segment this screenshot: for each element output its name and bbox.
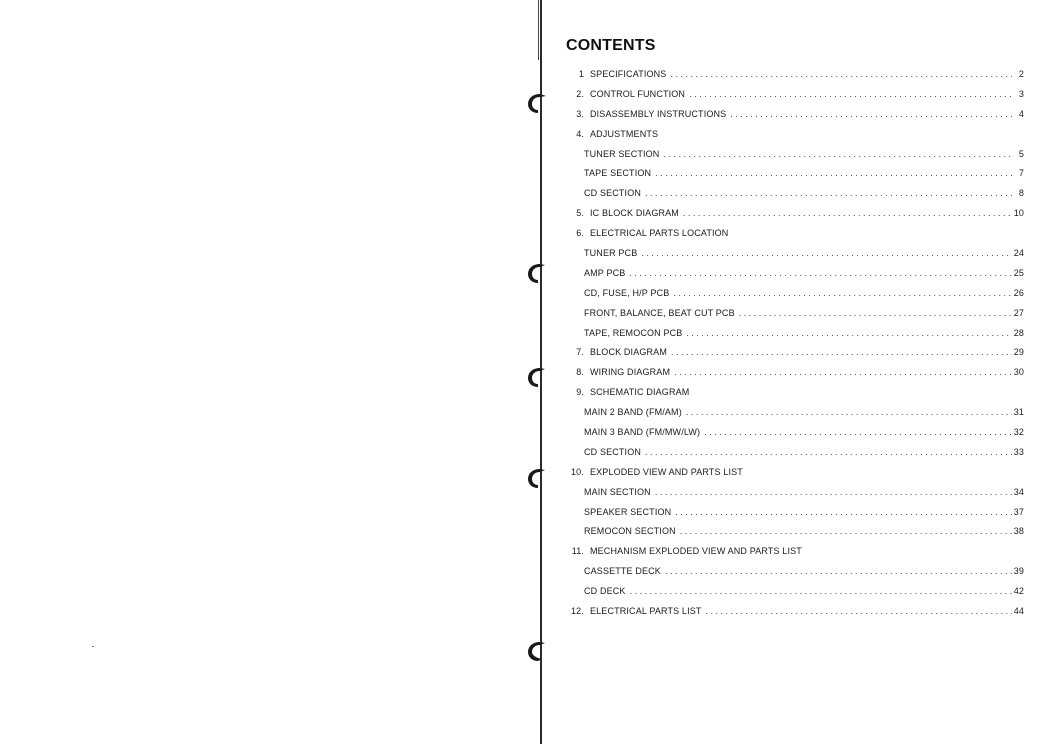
toc-entry-number: 8. — [576, 367, 584, 378]
toc-dot-leader — [683, 208, 1012, 218]
toc-entry — [560, 163, 1024, 183]
toc-entry-number: 11. — [571, 546, 584, 557]
toc-dot-leader — [686, 328, 1011, 338]
toc-entry-label: FRONT, BALANCE, BEAT CUT PCB — [584, 307, 735, 318]
toc-entry-label: CONTROL FUNCTION — [590, 88, 686, 99]
toc-entry — [560, 422, 1024, 442]
toc-entry — [560, 64, 1024, 84]
toc-entry-label: DISASSEMBLY INSTRUCTIONS — [590, 108, 727, 119]
toc-entry-page: 8 — [1018, 188, 1024, 199]
toc-entry — [560, 541, 1024, 561]
toc-entry-page: 28 — [1013, 327, 1024, 338]
toc-entry — [560, 104, 1024, 124]
toc-dot-leader — [665, 566, 1012, 576]
toc-entry-page: 2 — [1018, 68, 1024, 79]
toc-entry-label: CD, FUSE, H/P PCB — [584, 287, 670, 298]
toc-entry — [560, 382, 1024, 402]
toc-entry-page: 7 — [1018, 168, 1024, 179]
toc-entry-page: 33 — [1013, 446, 1024, 457]
binder-hole-icon — [526, 262, 548, 284]
toc-entry — [560, 283, 1024, 303]
toc-entry-label: TAPE SECTION — [584, 168, 652, 179]
toc-entry-page: 39 — [1013, 566, 1024, 577]
toc-entry-label: ELECTRICAL PARTS LOCATION — [590, 228, 729, 239]
toc-entry-page: 31 — [1013, 407, 1024, 418]
toc-entry — [560, 243, 1024, 263]
toc-entry-number: 10. — [571, 466, 584, 477]
toc-entry-page: 38 — [1013, 526, 1024, 537]
toc-dot-leader — [630, 586, 1012, 596]
toc-entry-page: 37 — [1013, 506, 1024, 517]
toc-entry — [560, 183, 1024, 203]
toc-entry-label: TUNER SECTION — [584, 148, 660, 159]
toc-entry-label: WIRING DIAGRAM — [590, 367, 671, 378]
toc-dot-leader — [645, 188, 1012, 198]
toc-entry-label: IC BLOCK DIAGRAM — [590, 208, 679, 219]
toc-entry — [560, 521, 1024, 541]
toc-entry-label: MECHANISM EXPLODED VIEW AND PARTS LIST — [590, 546, 802, 557]
toc-entry-page: 34 — [1013, 486, 1024, 497]
toc-dot-leader — [706, 606, 1012, 616]
toc-dot-leader — [671, 347, 1012, 357]
toc-dot-leader — [655, 487, 1012, 497]
scan-speck — [92, 646, 94, 647]
toc-entry-page: 25 — [1013, 267, 1024, 278]
toc-entry-page: 44 — [1013, 605, 1024, 616]
toc-entry-label: BLOCK DIAGRAM — [590, 347, 667, 358]
binder-hole-icon — [526, 640, 548, 662]
toc-entry-page: 30 — [1013, 367, 1024, 378]
toc-entry-label: EXPLODED VIEW AND PARTS LIST — [590, 466, 743, 477]
page-title: CONTENTS — [566, 37, 656, 54]
toc-dot-leader — [730, 109, 1012, 119]
toc-entry-number: 2. — [576, 88, 584, 99]
toc-entry-page: 42 — [1013, 586, 1024, 597]
binding-edge-line — [538, 0, 539, 60]
toc-entry — [560, 362, 1024, 382]
toc-dot-leader — [655, 168, 1012, 178]
toc-entry — [560, 263, 1024, 283]
toc-entry-page: 3 — [1018, 88, 1024, 99]
toc-entry-number: 4. — [576, 128, 584, 139]
toc-entry — [560, 402, 1024, 422]
toc-entry-label: ADJUSTMENTS — [590, 128, 659, 139]
toc-dot-leader — [675, 507, 1011, 517]
binder-hole-icon — [526, 467, 548, 489]
toc-entry-page: 29 — [1013, 347, 1024, 358]
toc-entry-page: 4 — [1018, 108, 1024, 119]
toc-entry — [560, 323, 1024, 343]
toc-entry — [560, 462, 1024, 482]
toc-entry-label: SPEAKER SECTION — [584, 506, 672, 517]
toc-entry — [560, 223, 1024, 243]
toc-entry-label: CASSETTE DECK — [584, 566, 661, 577]
toc-entry — [560, 203, 1024, 223]
toc-entry — [560, 84, 1024, 104]
table-of-contents — [560, 64, 1024, 621]
toc-entry-page: 32 — [1013, 426, 1024, 437]
toc-entry-number: 6. — [576, 228, 584, 239]
toc-dot-leader — [673, 288, 1011, 298]
toc-entry — [560, 581, 1024, 601]
toc-dot-leader — [641, 248, 1011, 258]
toc-entry-number: 9. — [576, 387, 584, 398]
toc-entry-page: 24 — [1013, 247, 1024, 258]
toc-entry-label: MAIN 2 BAND (FM/AM) — [584, 407, 682, 418]
toc-entry-number: 3. — [576, 108, 584, 119]
toc-dot-leader — [739, 308, 1012, 318]
toc-entry-label: SCHEMATIC DIAGRAM — [590, 387, 690, 398]
toc-entry-label: MAIN 3 BAND (FM/MW/LW) — [584, 426, 701, 437]
toc-entry — [560, 561, 1024, 581]
toc-entry-page: 5 — [1018, 148, 1024, 159]
toc-entry-label: TAPE, REMOCON PCB — [584, 327, 683, 338]
toc-entry-label: TUNER PCB — [584, 247, 638, 258]
toc-entry — [560, 144, 1024, 164]
toc-entry-page: 10 — [1013, 208, 1024, 219]
toc-entry — [560, 482, 1024, 502]
toc-entry — [560, 502, 1024, 522]
toc-entry-page: 26 — [1013, 287, 1024, 298]
toc-entry-number: 5. — [576, 208, 584, 219]
toc-entry — [560, 601, 1024, 621]
toc-entry-number: 7. — [576, 347, 584, 358]
binder-hole-icon — [526, 92, 548, 114]
toc-entry — [560, 124, 1024, 144]
toc-entry-label: CD SECTION — [584, 188, 642, 199]
toc-dot-leader — [663, 149, 1012, 159]
toc-entry-label: CD SECTION — [584, 446, 642, 457]
toc-dot-leader — [689, 89, 1012, 99]
toc-entry-number: 1 — [578, 68, 584, 79]
toc-entry-label: AMP PCB — [584, 267, 626, 278]
toc-dot-leader — [670, 69, 1012, 79]
toc-entry-page: 27 — [1013, 307, 1024, 318]
toc-entry — [560, 342, 1024, 362]
toc-dot-leader — [680, 526, 1012, 536]
toc-entry — [560, 442, 1024, 462]
toc-dot-leader — [674, 367, 1012, 377]
toc-entry-label: CD DECK — [584, 586, 626, 597]
toc-dot-leader — [704, 427, 1012, 437]
toc-dot-leader — [686, 407, 1012, 417]
toc-dot-leader — [629, 268, 1011, 278]
toc-entry — [560, 303, 1024, 323]
toc-entry-label: SPECIFICATIONS — [590, 68, 667, 79]
toc-entry-label: ELECTRICAL PARTS LIST — [590, 605, 702, 616]
toc-entry-label: REMOCON SECTION — [584, 526, 676, 537]
toc-entry-number: 12. — [571, 605, 584, 616]
binder-hole-icon — [526, 366, 548, 388]
toc-dot-leader — [645, 447, 1012, 457]
toc-entry-label: MAIN SECTION — [584, 486, 651, 497]
